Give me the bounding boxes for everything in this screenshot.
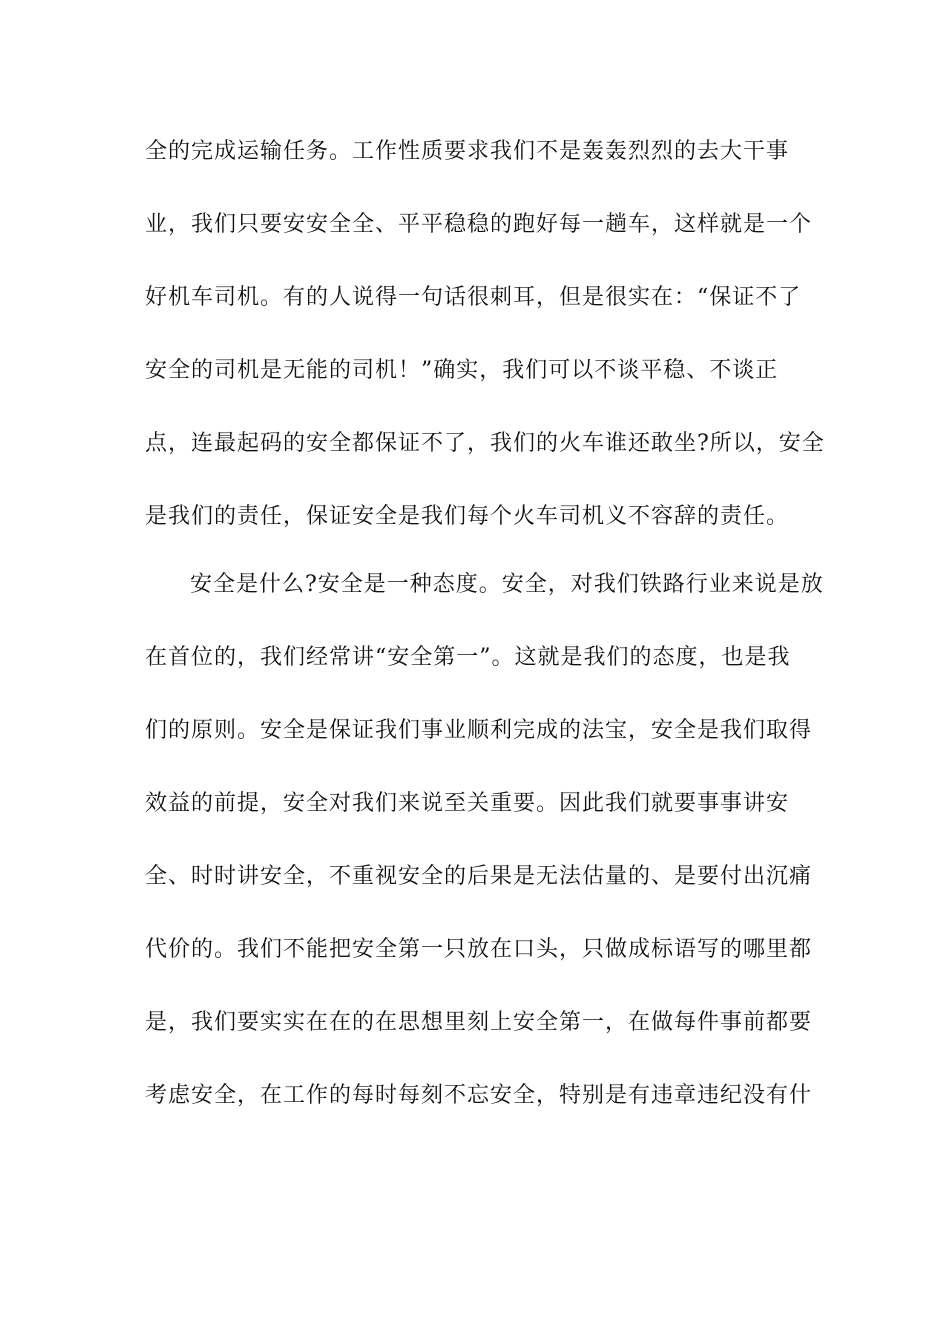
text-line: 代价的。我们不能把安全第一只放在口头，只做成标语写的哪里都 xyxy=(145,937,813,962)
text-line: 在首位的，我们经常讲“安全第一”。这就是我们的态度，也是我 xyxy=(145,645,791,670)
text-line: 是我们的责任，保证安全是我们每个火车司机义不容辞的责任。 xyxy=(145,504,790,529)
text-line: 安全的司机是无能的司机！”确实，我们可以不谈平稳、不谈正 xyxy=(145,358,779,383)
paragraph-first-line: 安全是什么?安全是一种态度。安全，对我们铁路行业来说是放 xyxy=(190,572,824,597)
text-line: 全的完成运输任务。工作性质要求我们不是轰轰烈烈的去大干事 xyxy=(145,139,790,164)
text-line: 全、时时讲安全，不重视安全的后果是无法估量的、是要付出沉痛 xyxy=(145,864,813,889)
text-line: 效益的前提，安全对我们来说至关重要。因此我们就要事事讲安 xyxy=(145,791,790,816)
text-line: 业，我们只要安安全全、平平稳稳的跑好每一趟车，这样就是一个 xyxy=(145,212,813,237)
text-line: 考虑安全，在工作的每时每刻不忘安全，特别是有违章违纪没有什 xyxy=(145,1083,813,1108)
text-line: 们的原则。安全是保证我们事业顺利完成的法宝，安全是我们取得 xyxy=(145,718,813,743)
text-line: 点，连最起码的安全都保证不了，我们的火车谁还敢坐?所以，安全 xyxy=(145,431,825,456)
text-line: 好机车司机。有的人说得一句话很刺耳，但是很实在：“保证不了 xyxy=(145,285,802,310)
text-line: 是，我们要实实在在的在思想里刻上安全第一，在做每件事前都要 xyxy=(145,1010,813,1035)
